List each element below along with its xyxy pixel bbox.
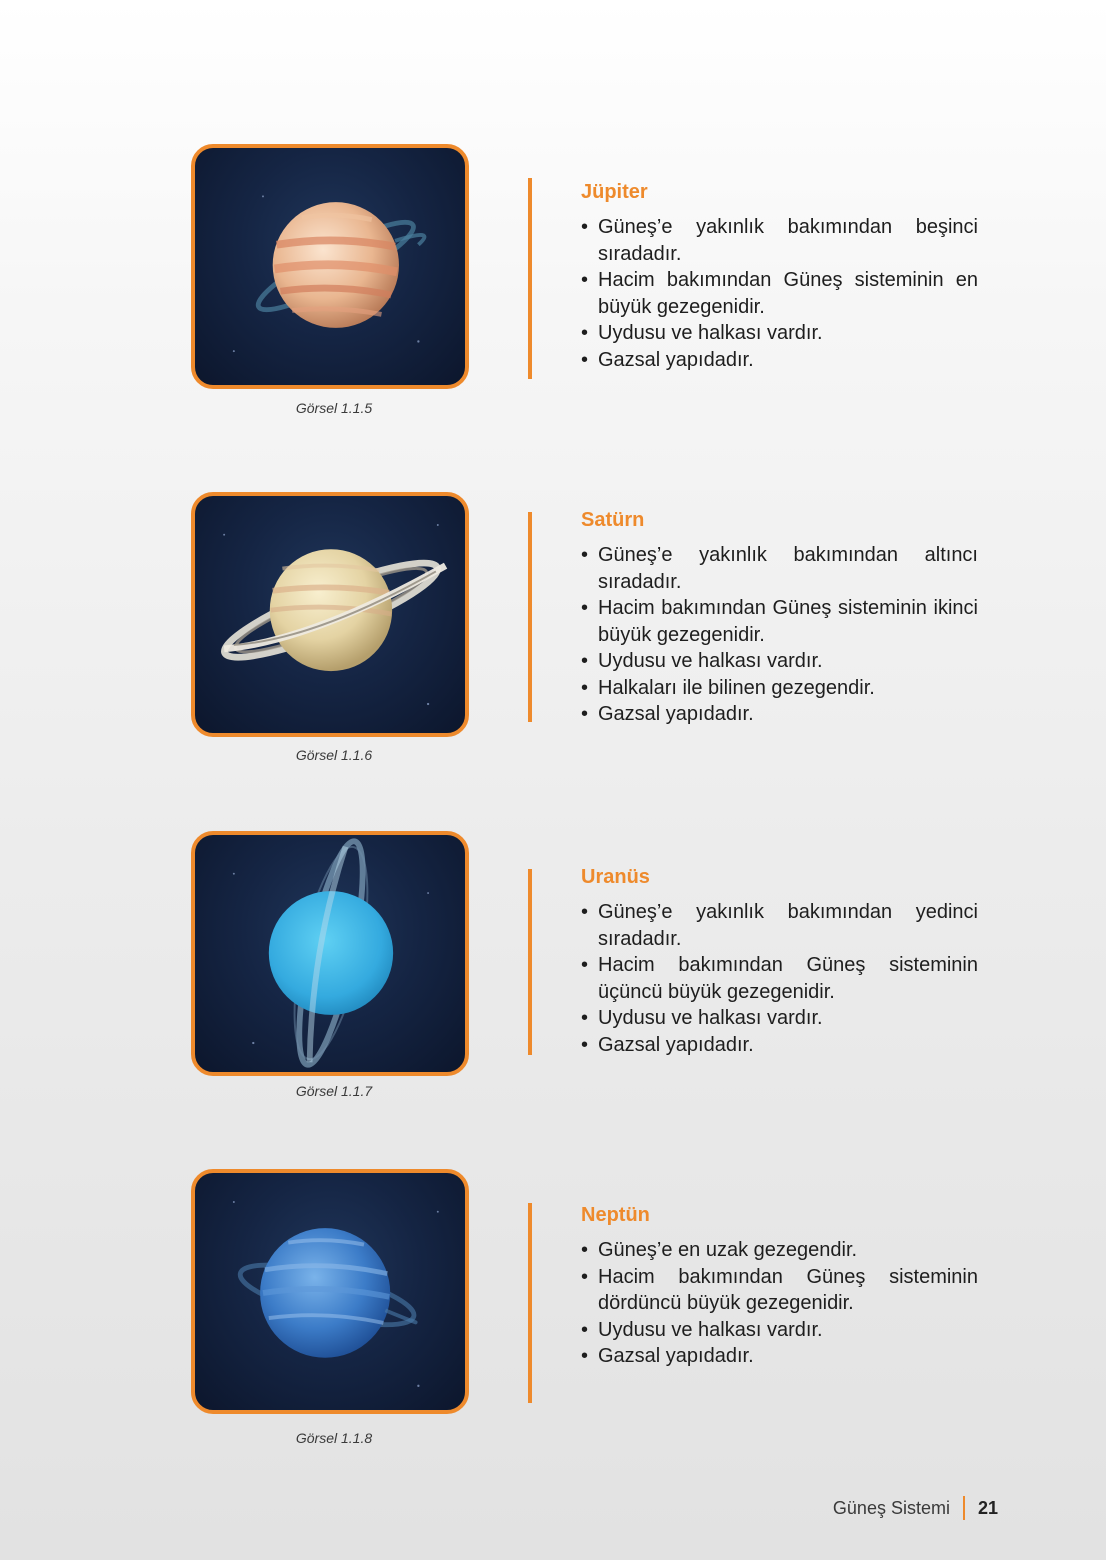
list-item: • Gazsal yapıdadır. — [581, 1032, 978, 1059]
neptune-facts — [581, 1237, 978, 1370]
jupiter-accent-bar — [528, 178, 532, 379]
uranus-title: Uranüs — [581, 866, 650, 888]
neptune-info — [581, 1204, 978, 1370]
saturn-info — [581, 509, 978, 728]
jupiter-illustration — [195, 148, 465, 385]
saturn-facts — [581, 542, 978, 728]
list-item: • Hacim bakımından Güneş sisteminin ikinci büyük gezegenidir. — [581, 595, 978, 648]
uranus-info — [581, 866, 978, 1058]
footer-divider — [963, 1496, 965, 1520]
neptune-accent-bar — [528, 1203, 532, 1403]
uranus-caption: Görsel 1.1.7 — [295, 1083, 373, 1099]
uranus-accent-bar — [528, 869, 532, 1055]
list-item: • Hacim bakımından Güneş sisteminin üçüncü büyük gezegenidir. — [581, 952, 978, 1005]
neptune-title: Neptün — [581, 1204, 650, 1226]
jupiter-title: Jüpiter — [581, 181, 648, 203]
jupiter-info — [581, 181, 978, 373]
list-item: • Uydusu ve halkası vardır. — [581, 1317, 978, 1344]
section-title: Güneş Sistemi — [832, 1497, 950, 1518]
neptune-illustration — [195, 1173, 465, 1410]
page-number: 21 — [977, 1497, 998, 1518]
list-item: • Güneş’e yakınlık bakımından altıncı sıradadır. — [581, 542, 978, 595]
jupiter-caption: Görsel 1.1.5 — [295, 400, 373, 416]
saturn-illustration — [195, 496, 465, 733]
saturn-accent-bar — [528, 512, 532, 722]
jupiter-facts — [581, 214, 978, 373]
jupiter-image — [191, 144, 469, 389]
list-item: • Halkaları ile bilinen gezegendir. — [581, 675, 978, 702]
page-footer — [833, 1496, 998, 1520]
list-item: • Hacim bakımından Güneş sisteminin dördüncü büyük gezegenidir. — [581, 1264, 978, 1317]
uranus-facts — [581, 899, 978, 1058]
list-item: • Gazsal yapıdadır. — [581, 701, 978, 728]
list-item: • Uydusu ve halkası vardır. — [581, 320, 978, 347]
uranus-illustration — [195, 835, 465, 1072]
saturn-caption: Görsel 1.1.6 — [295, 747, 373, 763]
list-item: • Uydusu ve halkası vardır. — [581, 1005, 978, 1032]
list-item: • Güneş’e yakınlık bakımından yedinci sıradadır. — [581, 899, 978, 952]
list-item: • Güneş’e yakınlık bakımından beşinci sıradadır. — [581, 214, 978, 267]
list-item: • Gazsal yapıdadır. — [581, 347, 978, 374]
neptune-caption: Görsel 1.1.8 — [295, 1430, 373, 1446]
list-item: • Güneş’e en uzak gezegendir. — [581, 1237, 978, 1264]
neptune-image — [191, 1169, 469, 1414]
saturn-title: Satürn — [581, 509, 645, 531]
uranus-image — [191, 831, 469, 1076]
saturn-image — [191, 492, 469, 737]
list-item: • Uydusu ve halkası vardır. — [581, 648, 978, 675]
list-item: • Hacim bakımından Güneş sisteminin en büyük gezegenidir. — [581, 267, 978, 320]
list-item: • Gazsal yapıdadır. — [581, 1343, 978, 1370]
